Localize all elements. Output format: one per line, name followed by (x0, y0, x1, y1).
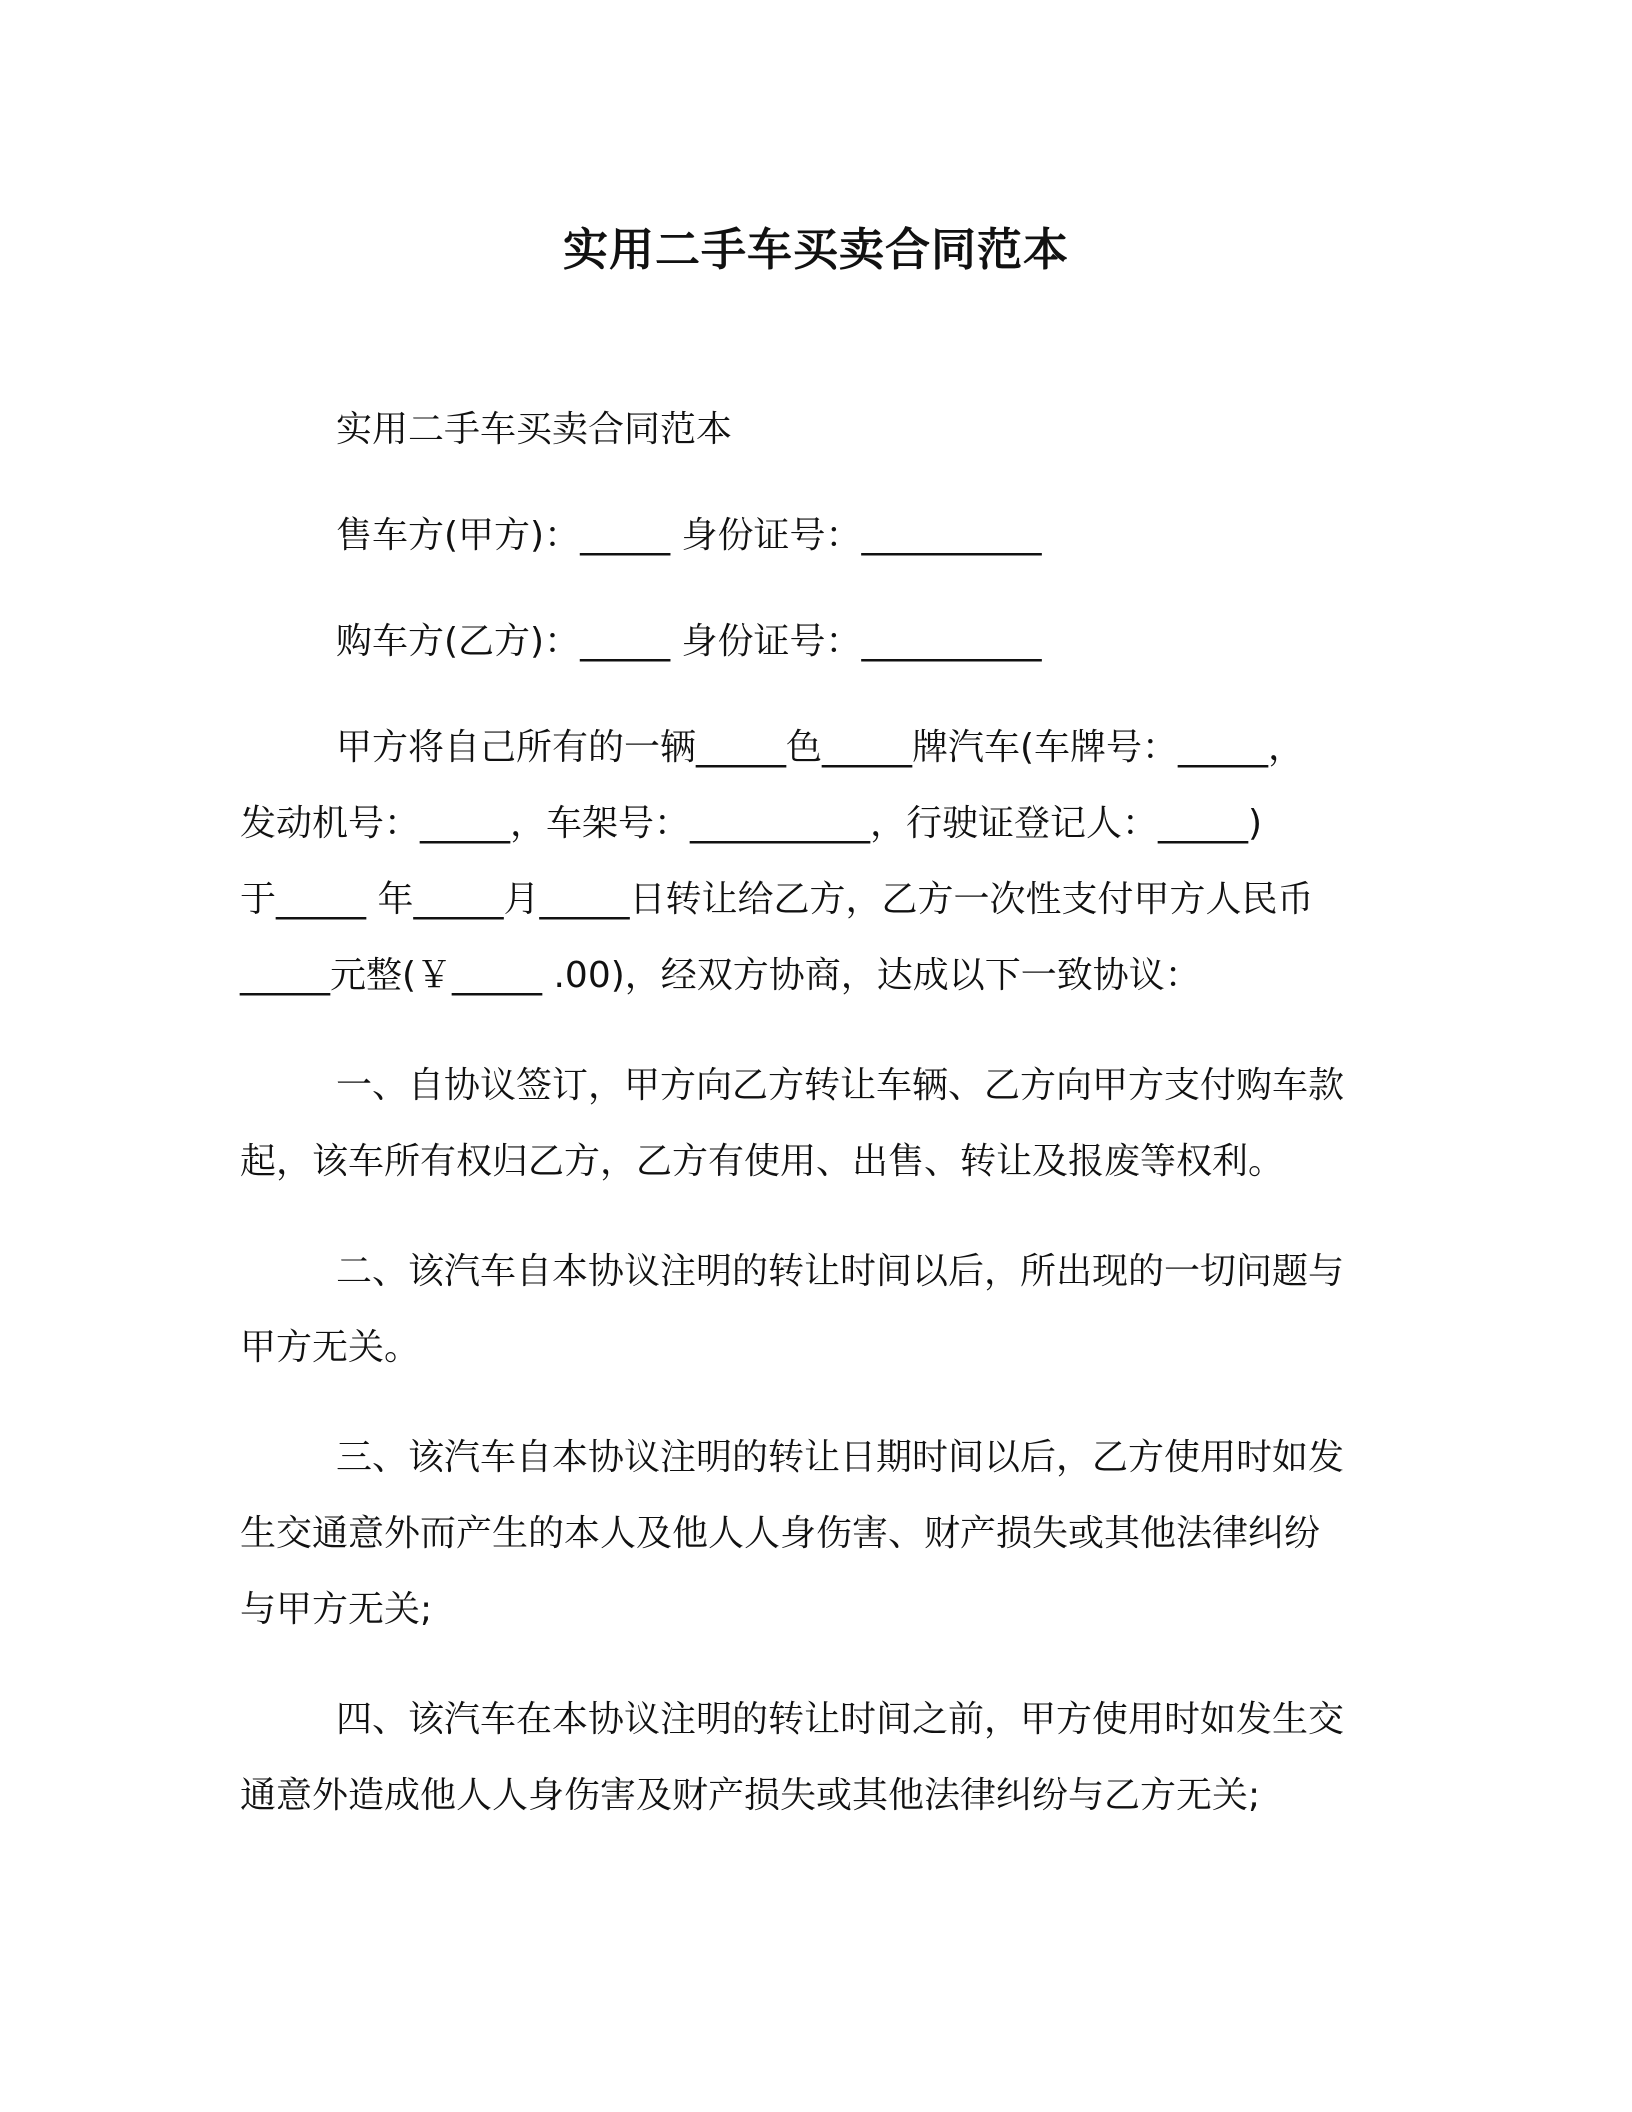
paragraph-line: 与甲方无关; (240, 1589, 433, 1630)
document-body (240, 392, 1375, 1834)
paragraph-line: 三、该汽车自本协议注明的转让日期时间以后，乙方使用时如发 (336, 1437, 1345, 1478)
paragraph-line: 于_____ 年_____月_____日转让给乙方，乙方一次性支付甲方人民币 (240, 879, 1314, 920)
buyer-line: 购车方(乙方)：_____ 身份证号：__________ (336, 621, 1042, 662)
intro-paragraph (240, 710, 1375, 1014)
paragraph-line: 起，该车所有权归乙方，乙方有使用、出售、转让及报废等权利。 (240, 1141, 1285, 1182)
clause-2 (240, 1234, 1375, 1386)
paragraph-line: _____元整(￥_____ .00)，经双方协商，达成以下一致协议： (240, 955, 1201, 996)
paragraph-line: 发动机号：_____，车架号：__________，行驶证登记人：_____) (240, 803, 1263, 844)
clause-3 (240, 1420, 1375, 1648)
clause-1 (240, 1048, 1375, 1200)
paragraph-line: 甲方将自己所有的一辆_____色_____牌汽车(车牌号：_____， (336, 727, 1305, 768)
paragraph-line: 通意外造成他人人身伤害及财产损失或其他法律纠纷与乙方无关; (240, 1775, 1261, 1816)
paragraph-line: 一、自协议签订，甲方向乙方转让车辆、乙方向甲方支付购车款 (336, 1065, 1345, 1106)
paragraph-line: 生交通意外而产生的本人及他人人身伤害、财产损失或其他法律纠纷 (240, 1513, 1321, 1554)
paragraph-line: 二、该汽车自本协议注明的转让时间以后，所出现的一切问题与 (336, 1251, 1345, 1292)
clause-4 (240, 1682, 1375, 1834)
paragraph-line: 甲方无关。 (240, 1327, 421, 1368)
seller-line: 售车方(甲方)：_____ 身份证号：__________ (336, 515, 1042, 556)
document-title: 实用二手车买卖合同范本 (562, 223, 1069, 276)
paragraph-line: 四、该汽车在本协议注明的转让时间之前，甲方使用时如发生交 (336, 1699, 1345, 1740)
document-subtitle: 实用二手车买卖合同范本 (336, 409, 733, 450)
